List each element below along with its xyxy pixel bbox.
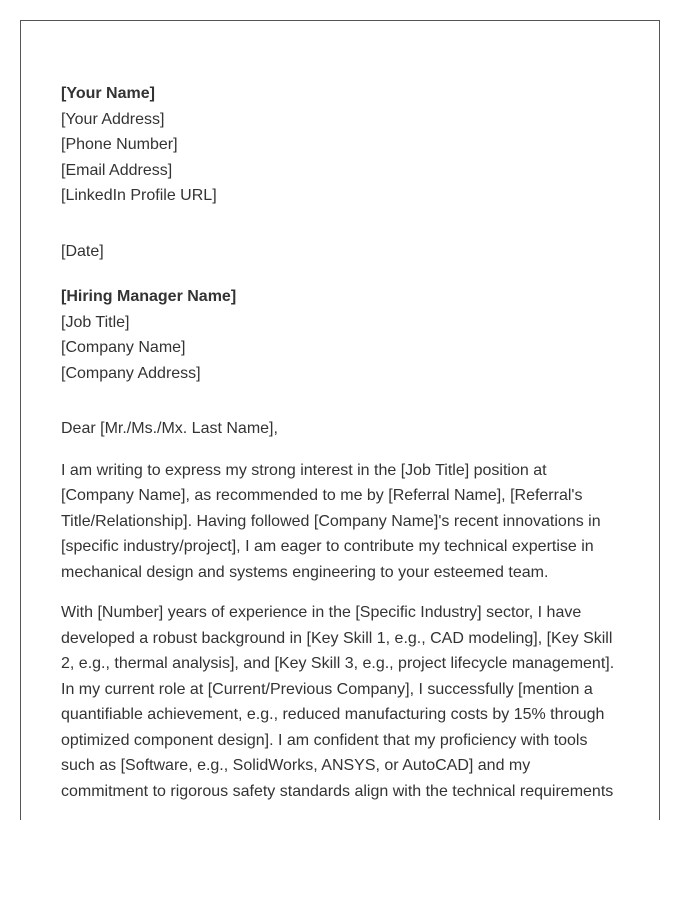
paragraph-line: 2, e.g., thermal analysis], and [Key Skill 3, e.g., project lifecycle management].	[61, 655, 615, 672]
letter-page	[20, 20, 660, 820]
recipient-name: [Hiring Manager Name]	[61, 288, 237, 305]
recipient-company: [Company Name]	[61, 339, 186, 356]
paragraph-line: In my current role at [Current/Previous Company], I successfully [mention a	[61, 680, 593, 698]
letter-date: [Date]	[61, 242, 104, 260]
paragraph-line: quantifiable achievement, e.g., reduced manufacturing costs by 15% through	[61, 706, 605, 723]
sender-block	[61, 81, 631, 209]
sender-address: [Your Address]	[61, 110, 165, 128]
body-paragraph-2	[61, 600, 631, 804]
recipient-address: [Company Address]	[61, 364, 201, 382]
paragraph-line: Title/Relationship]. Having followed [Company Name]'s recent innovations in	[61, 512, 601, 530]
body-paragraph-1	[61, 458, 631, 586]
letter-content	[61, 81, 631, 804]
date-block	[61, 239, 631, 265]
sender-linkedin: [LinkedIn Profile URL]	[61, 187, 217, 204]
salutation-block	[61, 416, 631, 442]
paragraph-line: such as [Software, e.g., SolidWorks, ANSYS, or AutoCAD] and my	[61, 757, 531, 774]
paragraph-line: [specific industry/project], I am eager to contribute my technical expertise in	[61, 538, 594, 555]
paragraph-line: [Company Name], as recommended to me by [Referral Name], [Referral's	[61, 487, 583, 504]
recipient-block	[61, 284, 631, 386]
paragraph-line: With [Number] years of experience in the [Specific Industry] sector, I have	[61, 604, 582, 621]
sender-name: [Your Name]	[61, 85, 155, 102]
recipient-job-title: [Job Title]	[61, 313, 130, 331]
sender-phone: [Phone Number]	[61, 136, 178, 153]
paragraph-line: optimized component design]. I am confident that my proficiency with tools	[61, 731, 588, 749]
paragraph-line: I am writing to express my strong interest in the [Job Title] position at	[61, 461, 547, 479]
sender-email: [Email Address]	[61, 161, 173, 179]
salutation: Dear [Mr./Ms./Mx. Last Name],	[61, 420, 278, 437]
paragraph-line: mechanical design and systems engineering to your esteemed team.	[61, 563, 549, 581]
paragraph-line: commitment to rigorous safety standards align with the technical requirements	[61, 782, 614, 800]
paragraph-line: developed a robust background in [Key Skill 1, e.g., CAD modeling], [Key Skill	[61, 629, 613, 647]
